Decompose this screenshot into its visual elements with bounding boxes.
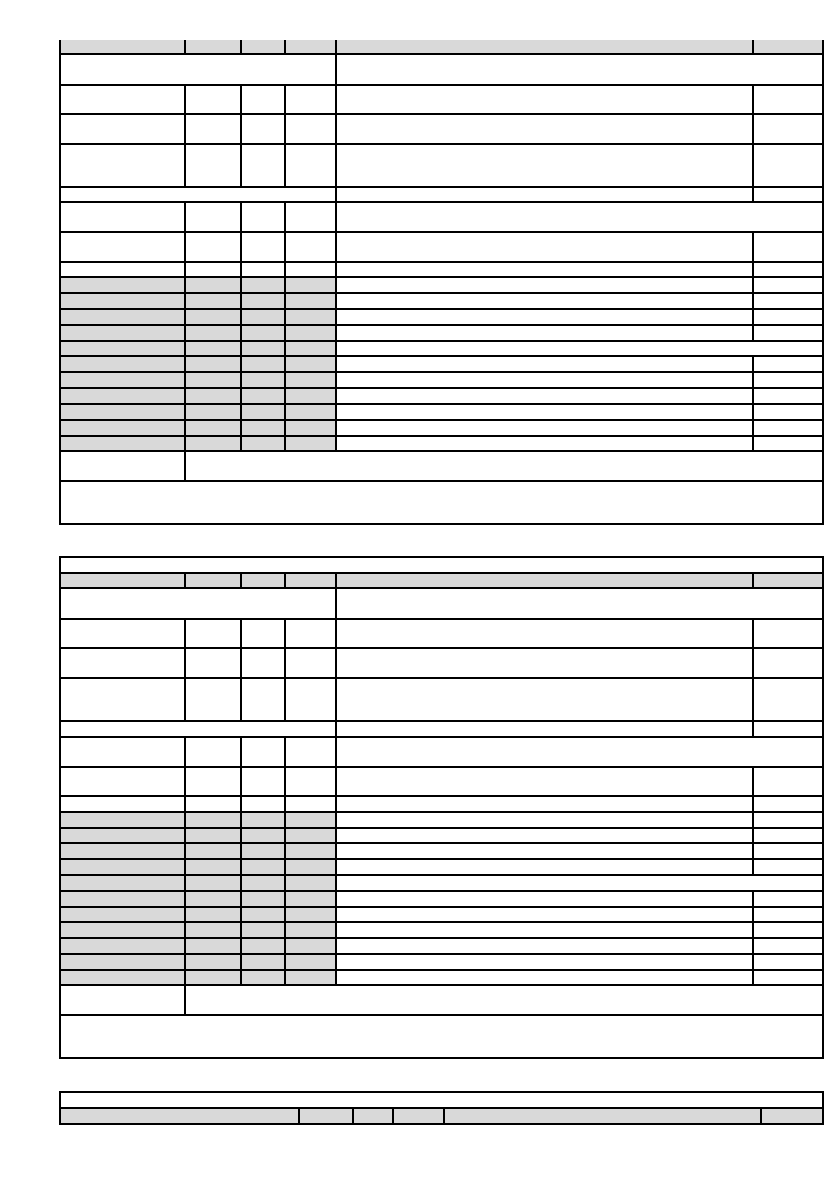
grid-line xyxy=(60,186,823,188)
grid-line xyxy=(60,143,823,145)
grid-line xyxy=(752,355,754,451)
grid-line xyxy=(284,40,286,54)
grid-line xyxy=(60,292,823,294)
grid-line xyxy=(60,450,823,452)
shaded-cells xyxy=(60,811,335,985)
header-cell xyxy=(60,40,823,53)
grid-line xyxy=(184,40,186,54)
grid-line xyxy=(240,84,242,187)
grid-line xyxy=(60,523,823,525)
grid-line xyxy=(284,618,286,721)
header-cell xyxy=(60,573,823,587)
grid-line xyxy=(60,827,823,829)
grid-line xyxy=(760,1107,762,1124)
grid-line xyxy=(60,201,823,203)
grid-line xyxy=(60,480,823,482)
grid-line xyxy=(60,858,823,860)
grid-line xyxy=(443,1107,445,1124)
grid-line xyxy=(60,403,823,405)
grid-line xyxy=(60,874,823,876)
grid-line xyxy=(60,969,823,971)
grid-line xyxy=(184,201,186,481)
grid-line xyxy=(184,572,186,588)
grid-line xyxy=(60,419,823,421)
grid-line xyxy=(60,921,823,923)
grid-line xyxy=(60,811,823,813)
grid-line xyxy=(60,647,823,649)
grid-line xyxy=(184,618,186,721)
grid-line xyxy=(60,984,823,986)
grid-line xyxy=(240,736,242,985)
grid-line xyxy=(60,84,823,86)
grid-line xyxy=(284,572,286,588)
grid-line xyxy=(60,113,823,115)
grid-line xyxy=(60,953,823,955)
grid-line xyxy=(752,572,754,588)
grid-line xyxy=(60,766,823,768)
grid-line xyxy=(752,618,754,737)
grid-line xyxy=(60,231,823,233)
grid-line xyxy=(752,766,754,875)
grid-line xyxy=(284,201,286,451)
grid-line xyxy=(60,618,823,620)
grid-line xyxy=(60,1107,823,1109)
grid-line xyxy=(184,736,186,1015)
grid-line xyxy=(284,84,286,187)
grid-line xyxy=(752,231,754,341)
grid-line xyxy=(60,572,823,574)
grid-line xyxy=(335,40,337,451)
grid-line xyxy=(298,1107,300,1124)
grid-line xyxy=(284,736,286,985)
grid-line xyxy=(60,842,823,844)
grid-line xyxy=(60,387,823,389)
grid-line xyxy=(60,1057,823,1059)
grid-line xyxy=(60,937,823,939)
header-cell xyxy=(60,1108,823,1123)
grid-line xyxy=(240,618,242,721)
grid-line xyxy=(60,261,823,263)
grid-line xyxy=(60,308,823,310)
grid-line xyxy=(752,890,754,985)
grid-line xyxy=(60,906,823,908)
grid-line xyxy=(60,435,823,437)
grid-line xyxy=(352,1107,354,1124)
grid-line xyxy=(335,572,337,985)
grid-line xyxy=(392,1107,394,1124)
grid-line xyxy=(60,371,823,373)
grid-line xyxy=(240,572,242,588)
grid-line xyxy=(60,324,823,326)
grid-line xyxy=(60,1014,823,1016)
grid-line xyxy=(60,53,823,55)
grid-line xyxy=(60,340,823,342)
grid-line xyxy=(60,1091,823,1093)
grid-line xyxy=(60,890,823,892)
grid-line xyxy=(60,1123,823,1125)
grid-line xyxy=(184,84,186,187)
grid-line xyxy=(60,677,823,679)
grid-line xyxy=(60,276,823,278)
grid-line xyxy=(240,40,242,54)
grid-line xyxy=(60,556,823,558)
grid-line xyxy=(60,355,823,357)
grid-line xyxy=(60,587,823,589)
grid-line xyxy=(240,201,242,451)
grid-line xyxy=(60,795,823,797)
shaded-cells xyxy=(60,277,335,451)
grid-line xyxy=(60,736,823,738)
grid-line xyxy=(752,40,754,54)
grid-line xyxy=(752,84,754,202)
grid-line xyxy=(60,720,823,722)
